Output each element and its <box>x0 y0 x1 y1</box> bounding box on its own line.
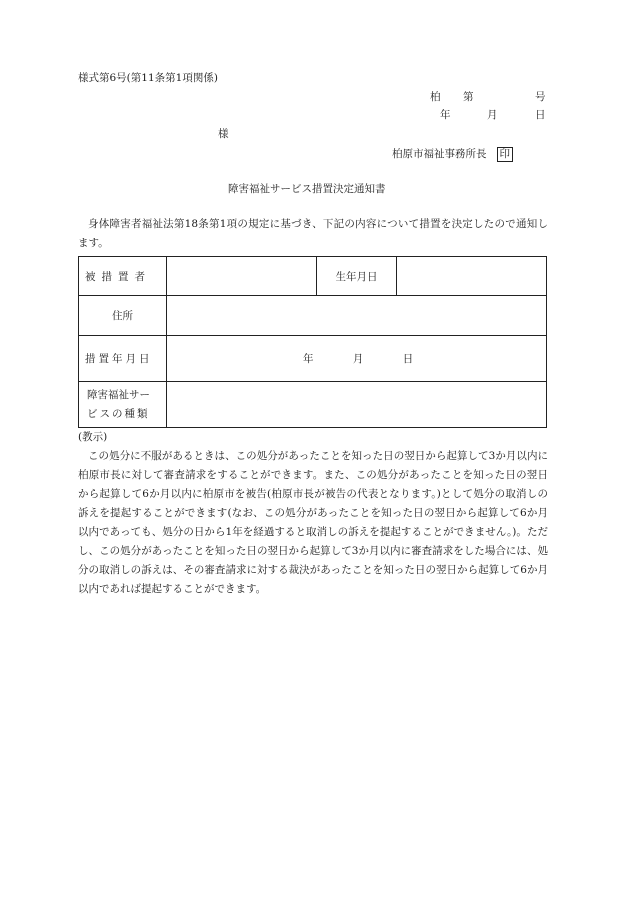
address-label: 住所 <box>79 296 167 336</box>
measure-day: 日 <box>402 353 414 365</box>
issuer-name: 柏原市福祉事務所長 <box>392 148 487 160</box>
address-value <box>167 296 547 336</box>
doc-number-go: 号 <box>535 91 546 103</box>
service-label-line2: ビスの種類 <box>87 407 150 420</box>
addressee-suffix: 様 <box>218 128 229 140</box>
measure-year: 年 <box>303 353 314 365</box>
decision-table <box>78 256 547 428</box>
person-value <box>167 257 317 296</box>
date-month: 月 <box>487 109 498 121</box>
date-value <box>167 336 547 382</box>
measure-month: 月 <box>352 353 364 365</box>
birth-label: 生年月日 <box>317 257 397 296</box>
date-day: 日 <box>535 109 546 121</box>
date-year: 年 <box>440 109 451 121</box>
notice-body: この処分に不服があるときは、この処分があったことを知った日の翌日から起算して3か月以内に柏原市長に対して審査請求をすることができます。また、この処分があったことを知った日の翌日から起算して6か月以内に柏原市を被告(柏原市長が被告の代表となります。)として処分の取消しの訴えを提起することができます(なお、この処分があったことを知った日の翌日から起算して6か月以内であっても、処分の日から1年を経過すると取消しの訴えを提起することができません。)。ただし、この処分があったことを知った日の翌日から起算して3か月以内に審査請求をした場合には、処分の取消しの訴えは、その審査請求に対する裁決があったことを知った日の翌日から起算して6か月以内であれば提起することができます。 <box>78 450 548 595</box>
row-service <box>79 382 547 428</box>
person-label: 被措置者 <box>79 257 167 296</box>
issuer <box>392 147 513 162</box>
doc-number-dai: 第 <box>463 91 474 103</box>
birth-value <box>397 257 547 296</box>
form-number: 様式第6号(第11条第1項関係) <box>78 72 218 84</box>
intro-text: 身体障害者福祉法第18条第1項の規定に基づき、下記の内容について措置を決定したので通知します。 <box>78 218 548 249</box>
service-label <box>79 382 167 428</box>
row-person <box>79 257 547 296</box>
date-label: 措置年月日 <box>79 336 167 382</box>
row-address <box>79 296 547 336</box>
service-value <box>167 382 547 428</box>
seal-mark: 印 <box>497 147 514 162</box>
document-title: 障害福祉サービス措置決定通知書 <box>228 183 386 195</box>
notice-heading: (教示) <box>78 431 108 443</box>
service-label-line1: 障害福祉サー <box>87 388 150 401</box>
row-date <box>79 336 547 382</box>
doc-number-city: 柏 <box>430 91 441 103</box>
